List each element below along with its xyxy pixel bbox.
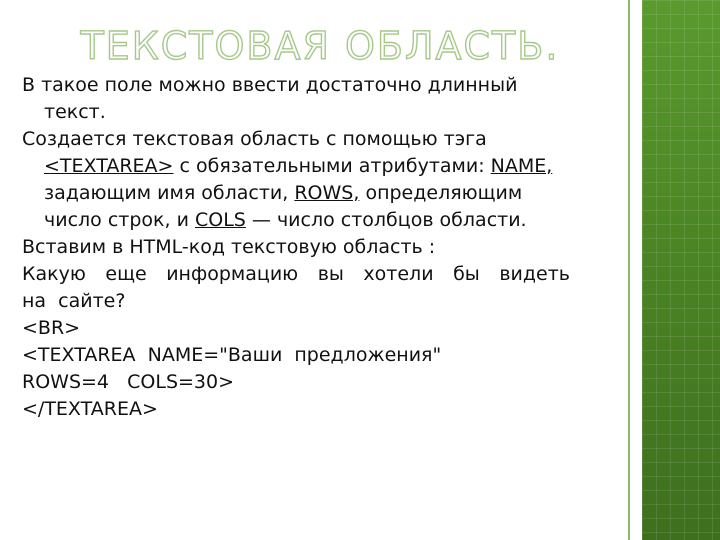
text-line: Создается текстовая область с помощью тэга [22,128,487,150]
paragraph-2 [22,126,622,234]
text-fragment: задающим имя области, [44,182,295,204]
name-attribute: NAME, [490,155,553,177]
text-fragment: — число столбцов области. [245,209,527,231]
word: еще [105,263,147,285]
textarea-tag: <TEXTAREA> [44,155,174,177]
paragraph-3: Вставим в HTML-код текстовую область : [22,236,436,258]
word: видеть [499,263,570,285]
text-line: текст. [44,101,106,123]
rows-attribute: ROWS, [294,182,360,204]
paragraph-5: на сайте? [22,290,126,312]
code-line-textarea-open: <TEXTAREA NAME="Ваши предложения" [22,344,442,366]
word: бы [453,263,480,285]
word: информацию [166,263,299,285]
cols-attribute: COLS [194,209,246,231]
code-line-textarea-close: </TEXTAREA> [22,398,158,420]
text-fragment: число строк, и [44,209,195,231]
code-line-br: <BR> [22,317,81,339]
sidebar-divider [628,0,630,540]
word: Какую [22,263,86,285]
decorative-sidebar [642,0,720,540]
text-fragment: определяющим [359,182,523,204]
text-fragment: с обязательными атрибутами: [173,155,491,177]
code-line-rows-cols: ROWS=4 COLS=30> [22,371,235,393]
paragraph-4 [22,261,570,288]
slide-title: ТЕКСТОВАЯ ОБЛАСТЬ. [80,24,560,68]
text-line: В такое поле можно ввести достаточно длинный [22,74,518,96]
paragraph-1 [22,72,622,126]
word: вы [317,263,344,285]
word: хотели [363,263,434,285]
slide-body [22,72,622,423]
